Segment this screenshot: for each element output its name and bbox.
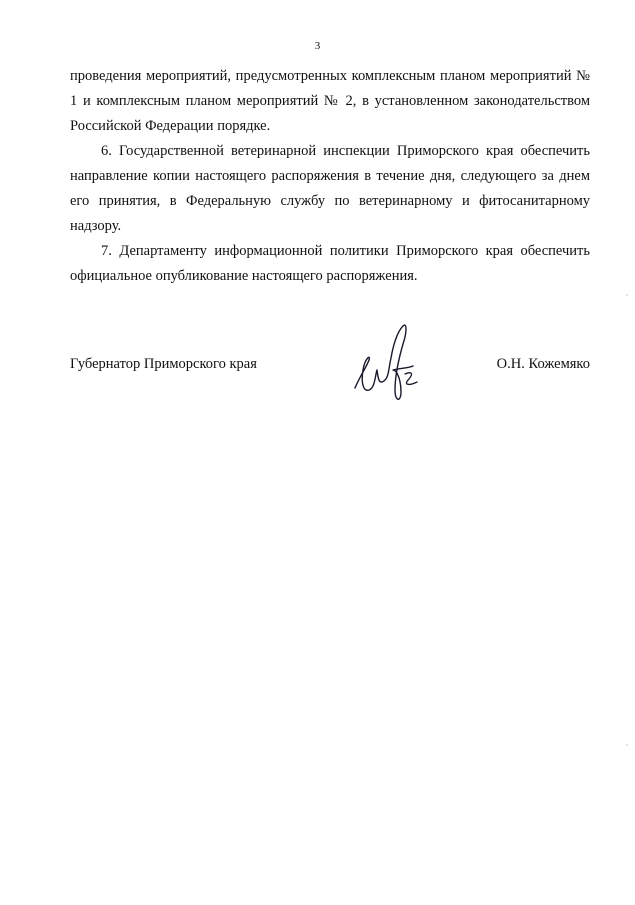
signatory-title: Губернатор Приморского края [70,356,257,372]
paragraph-item-6: 6. Государственной ветеринарной инспекции Приморского края обеспечить направление копии настоящего распоряжения в течение дня, следующего за днем его принятия, в Федеральную службу по ветеринарному и фитосанитарному надзору. [70,143,590,234]
page-number: 3 [314,40,321,52]
signatory-name: О.Н. Кожемяко [496,356,590,372]
handwritten-signature-icon [345,318,425,408]
scan-specks [625,0,629,905]
document-body [70,64,590,289]
signature-block [70,318,590,408]
paragraph-continuation: проведения мероприятий, предусмотренных комплексным планом мероприятий № 1 и комплексным планом мероприятий № 2, в установленном законодательством Российской Федерации порядке. [70,68,590,134]
paragraph-item-7: 7. Департаменту информационной политики Приморского края обеспечить официальное опубликование настоящего распоряжения. [70,243,590,284]
